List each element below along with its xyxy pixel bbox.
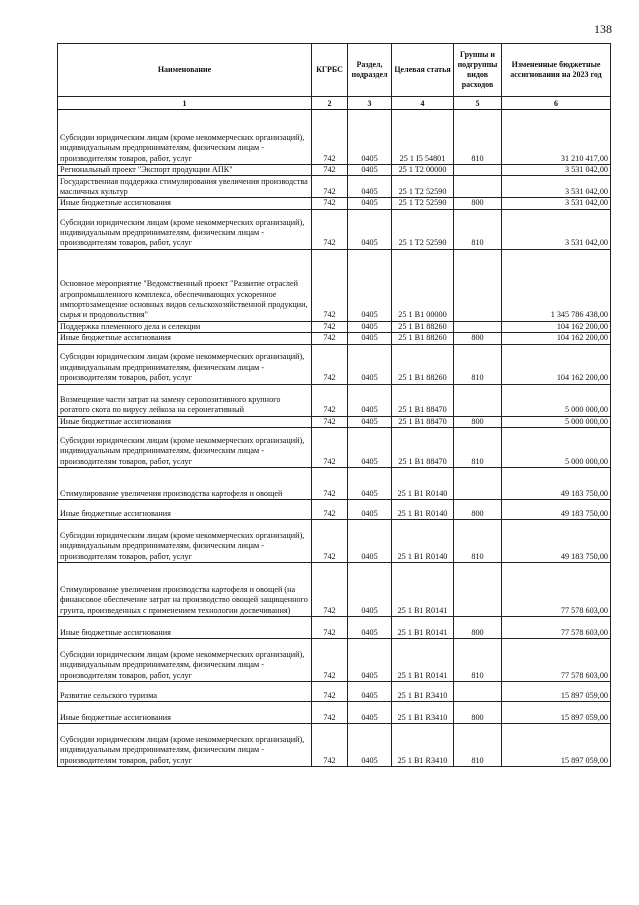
- table-row: [58, 344, 611, 384]
- row-target: 25 1 T2 52590: [392, 209, 454, 249]
- table-row: [58, 702, 611, 724]
- row-kgrbs: 742: [312, 321, 348, 332]
- row-amount: 5 000 000,00: [502, 416, 611, 427]
- row-group: 810: [454, 344, 502, 384]
- row-section: 0405: [348, 176, 392, 198]
- column-number: 6: [502, 97, 611, 110]
- row-kgrbs: 742: [312, 384, 348, 416]
- row-section: 0405: [348, 563, 392, 617]
- row-group: 810: [454, 639, 502, 682]
- table-row: [58, 682, 611, 702]
- row-kgrbs: 742: [312, 639, 348, 682]
- row-target: 25 1 T2 52590: [392, 198, 454, 209]
- row-group: 810: [454, 520, 502, 563]
- row-section: 0405: [348, 344, 392, 384]
- row-group: [454, 176, 502, 198]
- column-number: 2: [312, 97, 348, 110]
- row-name: Субсидии юридическим лицам (кроме некоммерческих организаций), индивидуальным предпринимателям, физическим лицам - производителям товаров, работ, услуг: [58, 639, 312, 682]
- row-group: 810: [454, 724, 502, 767]
- row-name: Иные бюджетные ассигнования: [58, 416, 312, 427]
- row-target: 25 1 B1 R3410: [392, 724, 454, 767]
- column-number: 5: [454, 97, 502, 110]
- row-kgrbs: 742: [312, 176, 348, 198]
- row-amount: 3 531 042,00: [502, 165, 611, 176]
- table-row: [58, 639, 611, 682]
- row-group: 800: [454, 333, 502, 344]
- row-target: 25 1 B1 88260: [392, 344, 454, 384]
- row-group: [454, 384, 502, 416]
- row-kgrbs: 742: [312, 209, 348, 249]
- row-amount: 104 162 200,00: [502, 344, 611, 384]
- row-section: 0405: [348, 702, 392, 724]
- row-kgrbs: 742: [312, 416, 348, 427]
- row-name: Субсидии юридическим лицам (кроме некоммерческих организаций), индивидуальным предпринимателям, физическим лицам - производителям товаров, работ, услуг: [58, 520, 312, 563]
- page-number: 138: [594, 22, 612, 36]
- row-amount: 5 000 000,00: [502, 428, 611, 468]
- row-name: Субсидии юридическим лицам (кроме некоммерческих организаций), индивидуальным предпринимателям, физическим лицам - производителям товаров, работ, услуг: [58, 209, 312, 249]
- row-section: 0405: [348, 500, 392, 520]
- row-amount: 3 531 042,00: [502, 176, 611, 198]
- row-target: 25 1 B1 R0141: [392, 617, 454, 639]
- row-kgrbs: 742: [312, 617, 348, 639]
- row-kgrbs: 742: [312, 702, 348, 724]
- table-row: [58, 249, 611, 321]
- row-section: 0405: [348, 468, 392, 500]
- row-amount: 15 897 059,00: [502, 682, 611, 702]
- row-amount: 49 183 750,00: [502, 468, 611, 500]
- row-amount: 15 897 059,00: [502, 702, 611, 724]
- row-section: 0405: [348, 321, 392, 332]
- row-kgrbs: 742: [312, 333, 348, 344]
- row-target: 25 1 B1 88260: [392, 333, 454, 344]
- row-section: 0405: [348, 209, 392, 249]
- table-row: [58, 209, 611, 249]
- header-groups: Группы и подгруппы видов расходов: [454, 44, 502, 97]
- row-kgrbs: 742: [312, 500, 348, 520]
- row-section: 0405: [348, 617, 392, 639]
- table-row: [58, 333, 611, 344]
- row-group: 800: [454, 500, 502, 520]
- row-group: [454, 682, 502, 702]
- row-amount: 1 345 786 438,00: [502, 249, 611, 321]
- row-name: Развитие сельского туризма: [58, 682, 312, 702]
- row-target: 25 1 T2 00000: [392, 165, 454, 176]
- row-kgrbs: 742: [312, 198, 348, 209]
- row-section: 0405: [348, 384, 392, 416]
- row-kgrbs: 742: [312, 724, 348, 767]
- row-group: [454, 165, 502, 176]
- row-amount: 49 183 750,00: [502, 500, 611, 520]
- row-section: 0405: [348, 333, 392, 344]
- row-group: 800: [454, 198, 502, 209]
- row-amount: 77 578 603,00: [502, 563, 611, 617]
- row-name: Субсидии юридическим лицам (кроме некоммерческих организаций), индивидуальным предпринимателям, физическим лицам - производителям товаров, работ, услуг: [58, 724, 312, 767]
- row-name: Стимулирование увеличения производства картофеля и овощей: [58, 468, 312, 500]
- table-row: [58, 321, 611, 332]
- row-section: 0405: [348, 639, 392, 682]
- column-number: 1: [58, 97, 312, 110]
- row-section: 0405: [348, 110, 392, 165]
- budget-table: [57, 43, 611, 767]
- row-kgrbs: 742: [312, 428, 348, 468]
- row-group: 810: [454, 110, 502, 165]
- row-target: 25 1 T2 52590: [392, 176, 454, 198]
- table-row: [58, 724, 611, 767]
- row-amount: 5 000 000,00: [502, 384, 611, 416]
- table-row: [58, 384, 611, 416]
- row-name: Иные бюджетные ассигнования: [58, 333, 312, 344]
- table-row: [58, 428, 611, 468]
- table-row: [58, 416, 611, 427]
- row-section: 0405: [348, 520, 392, 563]
- row-group: 800: [454, 617, 502, 639]
- column-number: 4: [392, 97, 454, 110]
- header-amount: Измененные бюджетные ассигнования на 2023 год: [502, 44, 611, 97]
- row-name: Иные бюджетные ассигнования: [58, 198, 312, 209]
- row-section: 0405: [348, 198, 392, 209]
- row-section: 0405: [348, 165, 392, 176]
- row-amount: 31 210 417,00: [502, 110, 611, 165]
- row-name: Иные бюджетные ассигнования: [58, 702, 312, 724]
- row-kgrbs: 742: [312, 563, 348, 617]
- row-group: 810: [454, 428, 502, 468]
- row-group: 800: [454, 416, 502, 427]
- row-name: Субсидии юридическим лицам (кроме некоммерческих организаций), индивидуальным предпринимателям, физическим лицам - производителям товаров, работ, услуг: [58, 428, 312, 468]
- row-name: Стимулирование увеличения производства картофеля и овощей (на финансовое обеспечение затрат на производство овощей защищенного грунта, произведенных с применением технологии досвечивания): [58, 563, 312, 617]
- row-name: Государственная поддержка стимулирования увеличения производства масличных культур: [58, 176, 312, 198]
- header-name: Наименование: [58, 44, 312, 97]
- table-row: [58, 165, 611, 176]
- header-target: Целевая статья: [392, 44, 454, 97]
- row-kgrbs: 742: [312, 344, 348, 384]
- row-group: [454, 468, 502, 500]
- row-name: Основное мероприятие "Ведомственный проект "Развитие отраслей агропромышленного комплекса, обеспечивающих ускоренное импортозамещение основных видов сельскохозяйственной продукции, сырья и продовольствия": [58, 249, 312, 321]
- row-amount: 104 162 200,00: [502, 333, 611, 344]
- row-target: 25 1 B1 R0141: [392, 639, 454, 682]
- row-name: Поддержка племенного дела и селекции: [58, 321, 312, 332]
- row-kgrbs: 742: [312, 682, 348, 702]
- row-target: 25 1 B1 R3410: [392, 682, 454, 702]
- row-target: 25 1 B1 88470: [392, 416, 454, 427]
- header-section: Раздел, подраздел: [348, 44, 392, 97]
- row-target: 25 1 B1 88260: [392, 321, 454, 332]
- row-kgrbs: 742: [312, 249, 348, 321]
- row-name: Субсидии юридическим лицам (кроме некоммерческих организаций), индивидуальным предпринимателям, физическим лицам - производителям товаров, работ, услуг: [58, 110, 312, 165]
- row-section: 0405: [348, 682, 392, 702]
- row-section: 0405: [348, 428, 392, 468]
- row-group: [454, 249, 502, 321]
- row-target: 25 1 I5 54801: [392, 110, 454, 165]
- row-name: Возмещение части затрат на замену серопозитивного крупного рогатого скота по вирусу лейкоза на серонегативный: [58, 384, 312, 416]
- row-section: 0405: [348, 249, 392, 321]
- row-section: 0405: [348, 416, 392, 427]
- row-target: 25 1 B1 R0140: [392, 500, 454, 520]
- row-target: 25 1 B1 88470: [392, 384, 454, 416]
- row-name: Региональный проект "Экспорт продукции АПК": [58, 165, 312, 176]
- table-row: [58, 176, 611, 198]
- table-body: [58, 110, 611, 767]
- row-kgrbs: 742: [312, 110, 348, 165]
- row-amount: 49 183 750,00: [502, 520, 611, 563]
- row-name: Иные бюджетные ассигнования: [58, 617, 312, 639]
- header-kgrbs: КГРБС: [312, 44, 348, 97]
- row-target: 25 1 B1 88470: [392, 428, 454, 468]
- row-group: 810: [454, 209, 502, 249]
- row-name: Иные бюджетные ассигнования: [58, 500, 312, 520]
- header-row: [58, 44, 611, 97]
- column-number: 3: [348, 97, 392, 110]
- row-group: 800: [454, 702, 502, 724]
- row-section: 0405: [348, 724, 392, 767]
- row-target: 25 1 B1 00000: [392, 249, 454, 321]
- column-number-row: [58, 97, 611, 110]
- row-target: 25 1 B1 R3410: [392, 702, 454, 724]
- row-target: 25 1 B1 R0140: [392, 468, 454, 500]
- table-row: [58, 520, 611, 563]
- table-row: [58, 500, 611, 520]
- row-amount: 3 531 042,00: [502, 198, 611, 209]
- row-amount: 77 578 603,00: [502, 639, 611, 682]
- table-row: [58, 198, 611, 209]
- row-kgrbs: 742: [312, 520, 348, 563]
- row-name: Субсидии юридическим лицам (кроме некоммерческих организаций), индивидуальным предпринимателям, физическим лицам - производителям товаров, работ, услуг: [58, 344, 312, 384]
- row-amount: 3 531 042,00: [502, 209, 611, 249]
- row-amount: 104 162 200,00: [502, 321, 611, 332]
- row-group: [454, 321, 502, 332]
- row-kgrbs: 742: [312, 165, 348, 176]
- table-row: [58, 563, 611, 617]
- table-row: [58, 110, 611, 165]
- row-target: 25 1 B1 R0140: [392, 520, 454, 563]
- row-amount: 77 578 603,00: [502, 617, 611, 639]
- table-row: [58, 617, 611, 639]
- row-amount: 15 897 059,00: [502, 724, 611, 767]
- table-row: [58, 468, 611, 500]
- row-target: 25 1 B1 R0141: [392, 563, 454, 617]
- row-group: [454, 563, 502, 617]
- row-kgrbs: 742: [312, 468, 348, 500]
